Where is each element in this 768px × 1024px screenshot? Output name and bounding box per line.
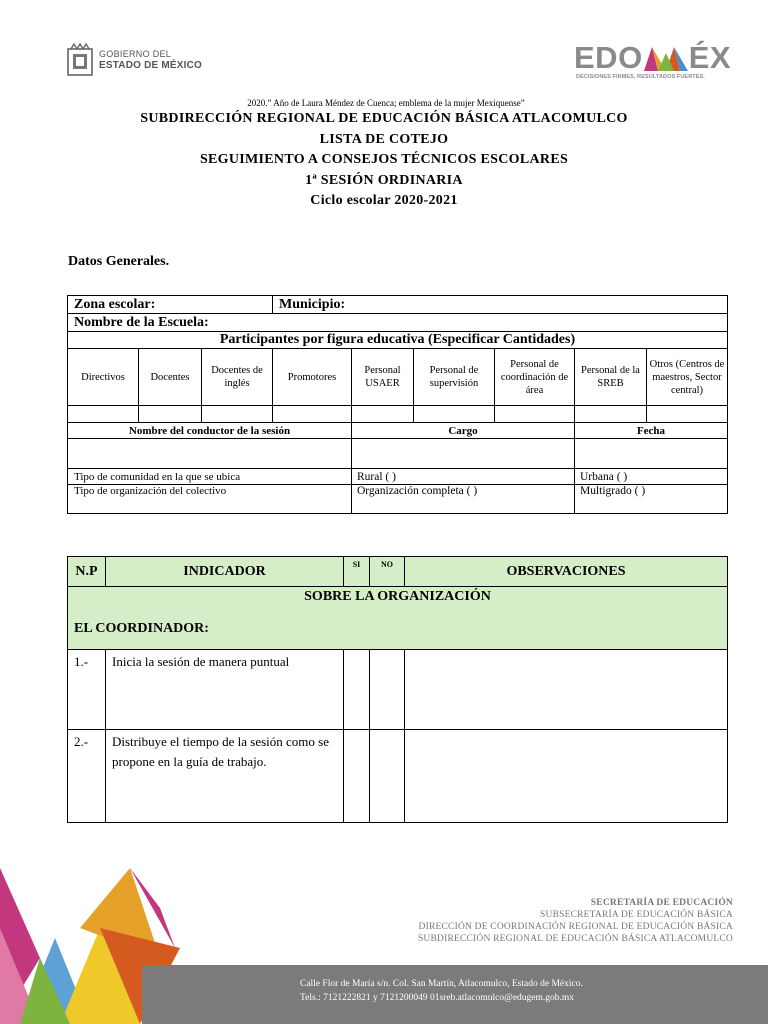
figura-sreb: Personal de la SREB xyxy=(575,349,647,406)
fecha-field[interactable] xyxy=(575,439,728,469)
footer-gray-band xyxy=(142,965,768,1024)
gov-logo-line2: ESTADO DE MÉXICO xyxy=(99,60,203,71)
footer-subdireccion: SUBDIRECCIÓN REGIONAL DE EDUCACIÓN BÁSICA ATLACOMULCO xyxy=(417,934,733,944)
row-np: 2.- xyxy=(68,730,106,823)
row-indicador: Distribuye el tiempo de la sesión como se propone en la guía de trabajo. xyxy=(106,730,344,823)
count-cell[interactable] xyxy=(273,406,352,423)
comunidad-label: Tipo de comunidad en la que se ubica xyxy=(68,469,352,485)
footer-phones: Tels.: 7121222821 y 7121200049 01sreb.atlacomulco@edugem.gob.mx xyxy=(300,993,575,1003)
general-data-table xyxy=(67,295,728,514)
municipio-field[interactable]: Municipio: xyxy=(273,296,728,314)
footer-secretaria: SECRETARÍA DE EDUCACIÓN xyxy=(590,898,733,908)
observaciones-field[interactable] xyxy=(405,650,728,730)
edomex-brand-right: ÉX xyxy=(688,40,732,75)
col-header-np: N.P xyxy=(68,557,106,587)
subsection-coordinador: EL COORDINADOR: xyxy=(74,621,209,636)
footer-direccion: DIRECCIÓN DE COORDINACIÓN REGIONAL DE EDUCACIÓN BÁSICA xyxy=(418,922,733,932)
title-lista-cotejo: LISTA DE COTEJO xyxy=(319,131,449,147)
nombre-escuela-field[interactable]: Nombre de la Escuela: xyxy=(68,314,728,332)
completa-option[interactable]: Organización completa ( ) xyxy=(352,485,575,514)
count-cell[interactable] xyxy=(202,406,273,423)
count-cell[interactable] xyxy=(139,406,202,423)
col-header-si: SI xyxy=(344,557,370,587)
participantes-count-row xyxy=(68,406,728,423)
section-title: SOBRE LA ORGANIZACIÓN xyxy=(304,589,491,604)
figura-supervision: Personal de supervisión xyxy=(414,349,495,406)
checklist-table xyxy=(67,556,728,823)
col-header-observaciones: OBSERVACIONES xyxy=(405,557,728,587)
count-cell[interactable] xyxy=(495,406,575,423)
footer-address: Calle Flor de María s/n. Col. San Martín, Atlacomulco, Estado de México. xyxy=(300,979,583,989)
figura-directivos: Directivos xyxy=(68,349,139,406)
col-header-indicador: INDICADOR xyxy=(106,557,344,587)
participantes-heading: Participantes por figura educativa (Especificar Cantidades) xyxy=(68,332,728,349)
figura-usaer: Personal USAER xyxy=(352,349,414,406)
title-ciclo: Ciclo escolar 2020-2021 xyxy=(310,193,458,208)
figura-promotores: Promotores xyxy=(273,349,352,406)
count-cell[interactable] xyxy=(575,406,647,423)
section-organizacion xyxy=(68,587,728,650)
count-cell[interactable] xyxy=(647,406,728,423)
col-header-no: NO xyxy=(370,557,405,587)
footer-subsecretaria: SUBSECRETARÍA DE EDUCACIÓN BÁSICA xyxy=(540,910,733,920)
si-checkbox[interactable] xyxy=(344,650,370,730)
figura-otros: Otros (Centros de maestros, Sector central) xyxy=(647,349,728,406)
conductor-heading: Nombre del conductor de la sesión xyxy=(68,423,352,439)
row-np: 1.- xyxy=(68,650,106,730)
datos-generales-heading: Datos Generales. xyxy=(68,254,170,269)
edomex-m-mark-icon xyxy=(644,45,688,71)
count-cell[interactable] xyxy=(352,406,414,423)
title-subdireccion: SUBDIRECCIÓN REGIONAL DE EDUCACIÓN BÁSICA ATLACOMULCO xyxy=(140,111,628,126)
no-checkbox[interactable] xyxy=(370,650,405,730)
gobierno-logo xyxy=(66,42,216,78)
title-seguimiento: SEGUIMIENTO A CONSEJOS TÉCNICOS ESCOLARES xyxy=(199,152,569,167)
year-motto: 2020.” Año de Laura Méndez de Cuenca; emblema de la mujer Mexiquense” xyxy=(247,98,525,108)
cargo-heading: Cargo xyxy=(352,423,575,439)
title-sesion: 1ª SESIÓN ORDINARIA xyxy=(305,172,463,188)
figura-docentes: Docentes xyxy=(139,349,202,406)
cargo-field[interactable] xyxy=(352,439,575,469)
multigrado-option[interactable]: Multigrado ( ) xyxy=(575,485,728,514)
fecha-heading: Fecha xyxy=(575,423,728,439)
zona-escolar-field[interactable]: Zona escolar: xyxy=(68,296,273,314)
state-seal-icon xyxy=(66,43,94,77)
si-checkbox[interactable] xyxy=(344,730,370,823)
footer-institution-block xyxy=(418,897,733,945)
table-row xyxy=(68,650,728,730)
observaciones-field[interactable] xyxy=(405,730,728,823)
edomex-slogan: DECISIONES FIRMES, RESULTADOS FUERTES. xyxy=(576,74,705,80)
count-cell[interactable] xyxy=(68,406,139,423)
gov-logo-line1: GOBIERNO DEL xyxy=(99,49,172,59)
table-row xyxy=(68,730,728,823)
figura-docentes-ingles: Docentes de inglés xyxy=(202,349,273,406)
urbana-option[interactable]: Urbana ( ) xyxy=(575,469,728,485)
count-cell[interactable] xyxy=(414,406,495,423)
organizacion-label: Tipo de organización del colectivo xyxy=(68,485,352,514)
edomex-brand-left: EDO xyxy=(574,40,643,75)
conductor-field[interactable] xyxy=(68,439,352,469)
document-titles xyxy=(0,97,768,212)
figura-coordinacion: Personal de coordinación de área xyxy=(495,349,575,406)
edomex-logo xyxy=(574,42,734,84)
row-indicador: Inicia la sesión de manera puntual xyxy=(106,650,344,730)
rural-option[interactable]: Rural ( ) xyxy=(352,469,575,485)
no-checkbox[interactable] xyxy=(370,730,405,823)
